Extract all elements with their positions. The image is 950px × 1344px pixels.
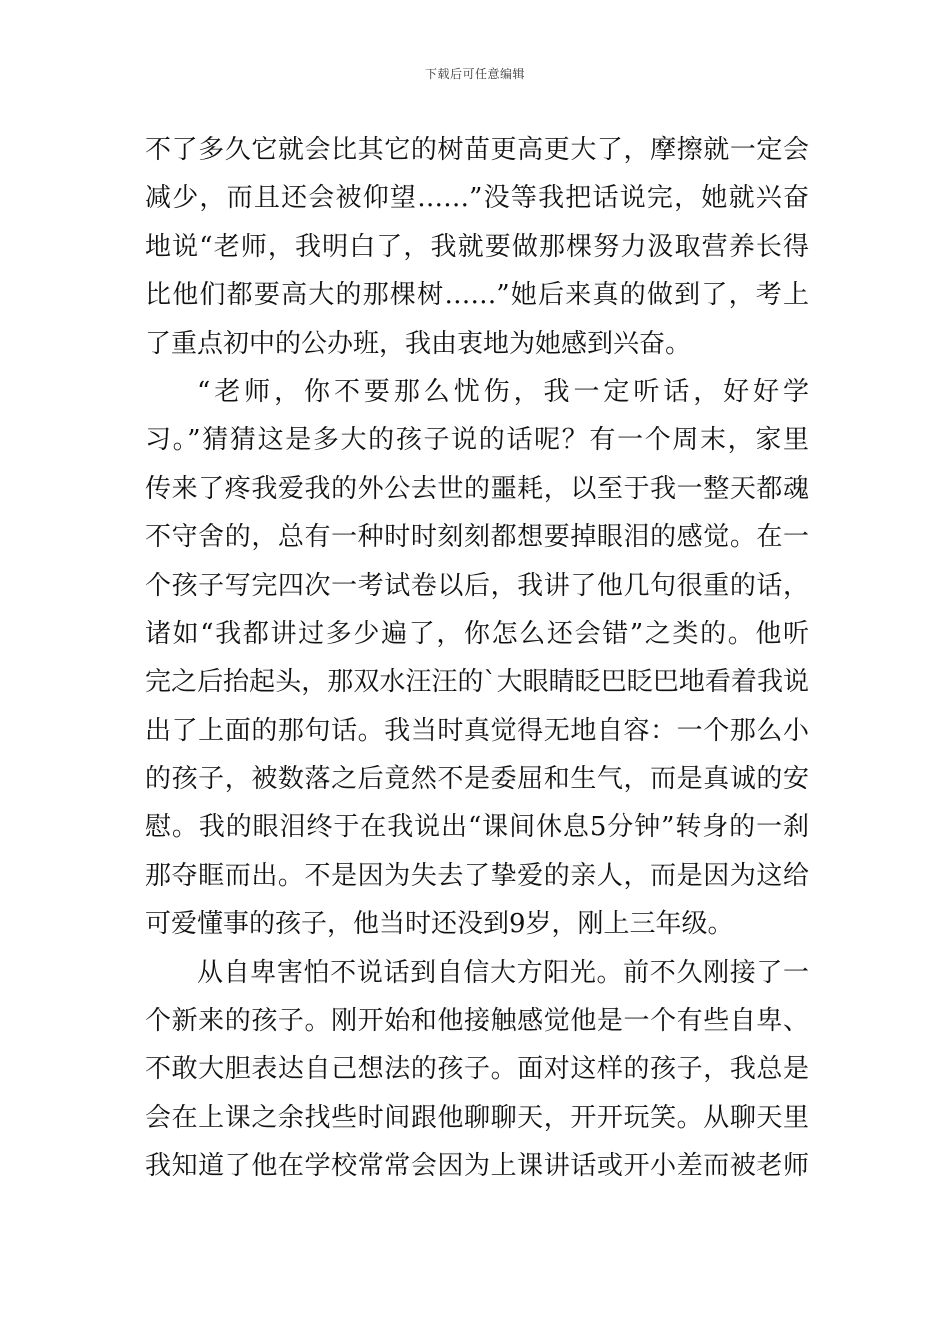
text-line: 不敢大胆表达自己想法的孩子。面对这样的孩子，我总是 [145,1054,809,1085]
text-line: 我知道了他在学校常常会因为上课讲话或开小差而被老师 [145,1151,809,1182]
text-line: 会在上课之余找些时间跟他聊聊天，开开玩笑。从聊天里 [145,1102,809,1133]
text-line: 个孩子写完四次一考试卷以后，我讲了他几句很重的话， [145,570,809,601]
text-line: 可爱懂事的孩子，他当时还没到9岁，刚上三年级。 [145,909,734,940]
text-line: 的孩子，被数落之后竟然不是委屈和生气，而是真诚的安 [145,764,809,795]
paragraph [145,126,809,368]
text-line: 完之后抬起头，那双水汪汪的`大眼睛眨巴眨巴地看着我说 [145,667,809,698]
paragraph [145,949,809,1191]
page-header: 下载后可任意编辑 [424,67,525,81]
text-line: 不了多久它就会比其它的树苗更高更大了，摩擦就一定会 [145,135,809,165]
document-body [145,126,809,1191]
text-line: 习。”猜猜这是多大的孩子说的话呢？有一个周末，家里 [145,425,809,456]
text-line: 诸如“我都讲过多少遍了，你怎么还会错”之类的。他听 [145,618,809,649]
text-line: 慰。我的眼泪终于在我说出“课间休息5分钟”转身的一刹 [145,812,809,843]
text-line: 个新来的孩子。刚开始和他接触感觉他是一个有些自卑、 [145,1006,809,1037]
text-line: 比他们都要高大的那棵树……”她后来真的做到了，考上 [145,280,809,311]
text-line: 了重点初中的公办班，我由衷地为她感到兴奋。 [145,328,692,359]
text-line: 减少，而且还会被仰望……”没等我把话说完，她就兴奋 [145,183,809,214]
text-line: 从自卑害怕不说话到自信大方阳光。前不久刚接了一 [197,957,809,988]
text-line: “老师，你不要那么忧伤，我一定听话，好好学 [197,376,809,407]
text-line: 传来了疼我爱我的外公去世的噩耗，以至于我一整天都魂 [145,473,809,504]
text-line: 不守舍的，总有一种时时刻刻都想要掉眼泪的感觉。在一 [145,522,809,553]
text-line: 那夺眶而出。不是因为失去了挚爱的亲人，而是因为这给 [145,860,809,891]
paragraph [145,368,809,949]
text-line: 出了上面的那句话。我当时真觉得无地自容：一个那么小 [145,715,809,746]
text-line: 地说“老师，我明白了，我就要做那棵努力汲取营养长得 [145,231,809,262]
